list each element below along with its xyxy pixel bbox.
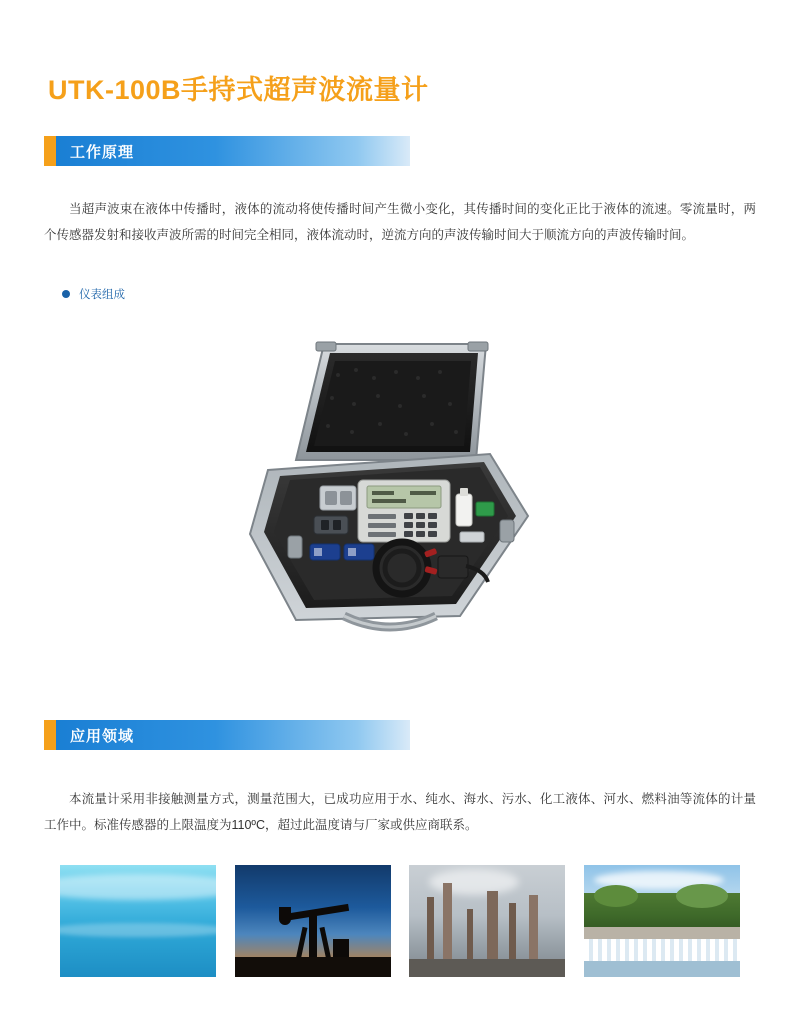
case-latch-left — [288, 536, 302, 558]
section-heading-text: 应用领域 — [70, 727, 135, 745]
section-header-application — [44, 720, 410, 750]
application-paragraph: 本流量计采用非接触测量方式，测量范围大，已成功应用于水、纯水、海水、污水、化工液体、河水、燃料油等流体的计量工作中。标准传感器的上限温度为110ºC，超过此温度请与厂家或供应商联系。 — [44, 792, 756, 833]
section-accent-tab — [44, 720, 56, 750]
water-pool — [584, 961, 740, 977]
dam-photo — [584, 865, 740, 977]
subheading-instrument-composition — [62, 286, 125, 302]
coupling-gel-bottle — [456, 488, 472, 526]
section-accent-tab — [44, 136, 56, 166]
green-accessory — [476, 502, 494, 516]
refinery-ground — [409, 959, 565, 977]
case-lid — [296, 342, 488, 460]
bullet-dot-icon — [62, 290, 70, 298]
handheld-flowmeter — [358, 480, 450, 542]
section-header-bar — [56, 720, 410, 750]
oil-pump-photo — [235, 865, 391, 977]
page-title: UTK-100B手持式超声波流量计 — [48, 75, 429, 105]
waterfall — [584, 939, 740, 963]
case-bottom — [250, 454, 528, 627]
product-photo — [228, 320, 573, 650]
principle-paragraph: 当超声波束在液体中传播时，液体的流动将使传播时间产生微小变化，其传播时间的变化正比于液体的流速。零流量时，两个传感器发射和接收声波所需的时间完全相同，液体流动时，逆流方向的声波传输时间大于顺流方向的声波传输时间。 — [44, 202, 756, 243]
tree-line — [584, 893, 740, 929]
transducer-pair — [320, 486, 356, 510]
small-accessories — [314, 516, 348, 534]
section-heading-text: 工作原理 — [70, 143, 135, 161]
section-header-principle — [44, 136, 410, 166]
section-header-bar — [56, 136, 410, 166]
ground-silhouette — [235, 957, 391, 977]
case-latch-right — [500, 520, 514, 542]
subheading-text: 仪表组成 — [79, 289, 125, 301]
underwater-photo — [60, 865, 216, 977]
application-image-strip — [60, 865, 740, 977]
refinery-photo — [409, 865, 565, 977]
oil-derrick-shape — [279, 899, 349, 961]
